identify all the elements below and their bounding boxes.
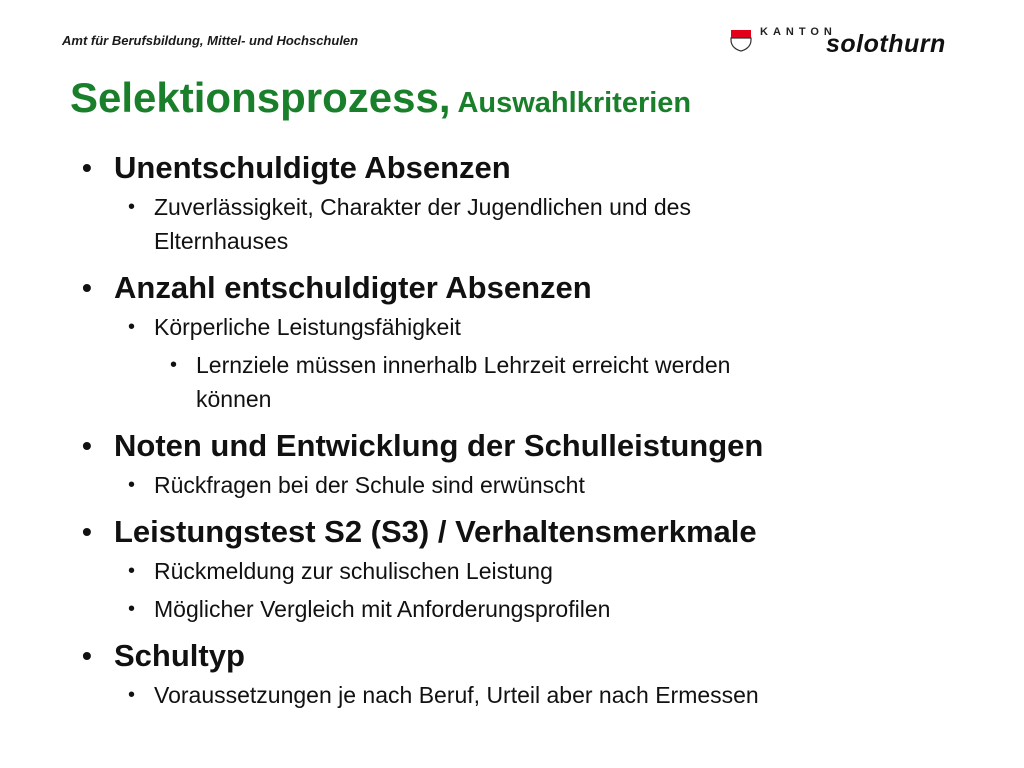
bullet-dot-icon: • (128, 684, 136, 706)
bullet-dot-icon: • (128, 474, 136, 496)
bullet-level1 (78, 270, 958, 306)
bullet-text: Zuverlässigkeit, Charakter der Jugendlichen und des (154, 194, 691, 220)
bullet-text: Körperliche Leistungsfähigkeit (154, 314, 461, 340)
bullet-dot-icon: • (170, 354, 178, 376)
title-separator: , (438, 74, 451, 121)
bullet-text-continuation: können (196, 386, 272, 412)
canton-shield-icon (730, 28, 752, 52)
bullet-dot-icon: • (82, 272, 92, 303)
bullet-text: Möglicher Vergleich mit Anforderungsprofilen (154, 596, 611, 622)
bullet-level1 (78, 514, 958, 550)
bullet-text: Rückfragen bei der Schule sind erwünscht (154, 472, 585, 498)
bullet-dot-icon: • (128, 560, 136, 582)
bullet-text: Voraussetzungen je nach Beruf, Urteil aber nach Ermessen (154, 682, 759, 708)
bullet-text: Lernziele müssen innerhalb Lehrzeit erreicht werden (196, 352, 731, 378)
bullet-text-continuation: Elternhauses (154, 228, 289, 254)
bullet-level2 (78, 468, 958, 502)
bullet-text: Unentschuldigte Absenzen (114, 150, 511, 185)
bullet-level2 (78, 554, 958, 588)
bullet-dot-icon: • (128, 316, 136, 338)
bullet-dot-icon: • (128, 598, 136, 620)
bullet-text: Leistungstest S2 (S3) / Verhaltensmerkmale (114, 514, 757, 549)
title-sub: Auswahlkriterien (450, 87, 692, 119)
bullet-text: Schultyp (114, 638, 245, 673)
bullet-list (78, 150, 958, 712)
bullet-dot-icon: • (82, 430, 92, 461)
bullet-level3 (78, 348, 958, 416)
bullet-text: Anzahl entschuldigter Absenzen (114, 270, 592, 305)
logo-solothurn-text: solothurn (826, 30, 946, 58)
slide-title (70, 74, 691, 122)
bullet-dot-icon: • (82, 640, 92, 671)
bullet-text: Rückmeldung zur schulischen Leistung (154, 558, 553, 584)
bullet-level1 (78, 150, 958, 186)
canton-logo (728, 22, 978, 62)
bullet-level2 (78, 190, 958, 258)
bullet-level1 (78, 638, 958, 674)
bullet-dot-icon: • (82, 516, 92, 547)
bullet-dot-icon: • (82, 152, 92, 183)
bullet-level1 (78, 428, 958, 464)
logo-kanton-text: KANTON (760, 26, 837, 38)
title-main: Selektionsprozess (70, 74, 439, 121)
bullet-dot-icon: • (128, 196, 136, 218)
bullet-level2 (78, 678, 958, 712)
bullet-level2 (78, 592, 958, 626)
bullet-text: Noten und Entwicklung der Schulleistungen (114, 428, 764, 463)
department-name: Amt für Berufsbildung, Mittel- und Hochschulen (62, 33, 359, 48)
bullet-level2 (78, 310, 958, 344)
